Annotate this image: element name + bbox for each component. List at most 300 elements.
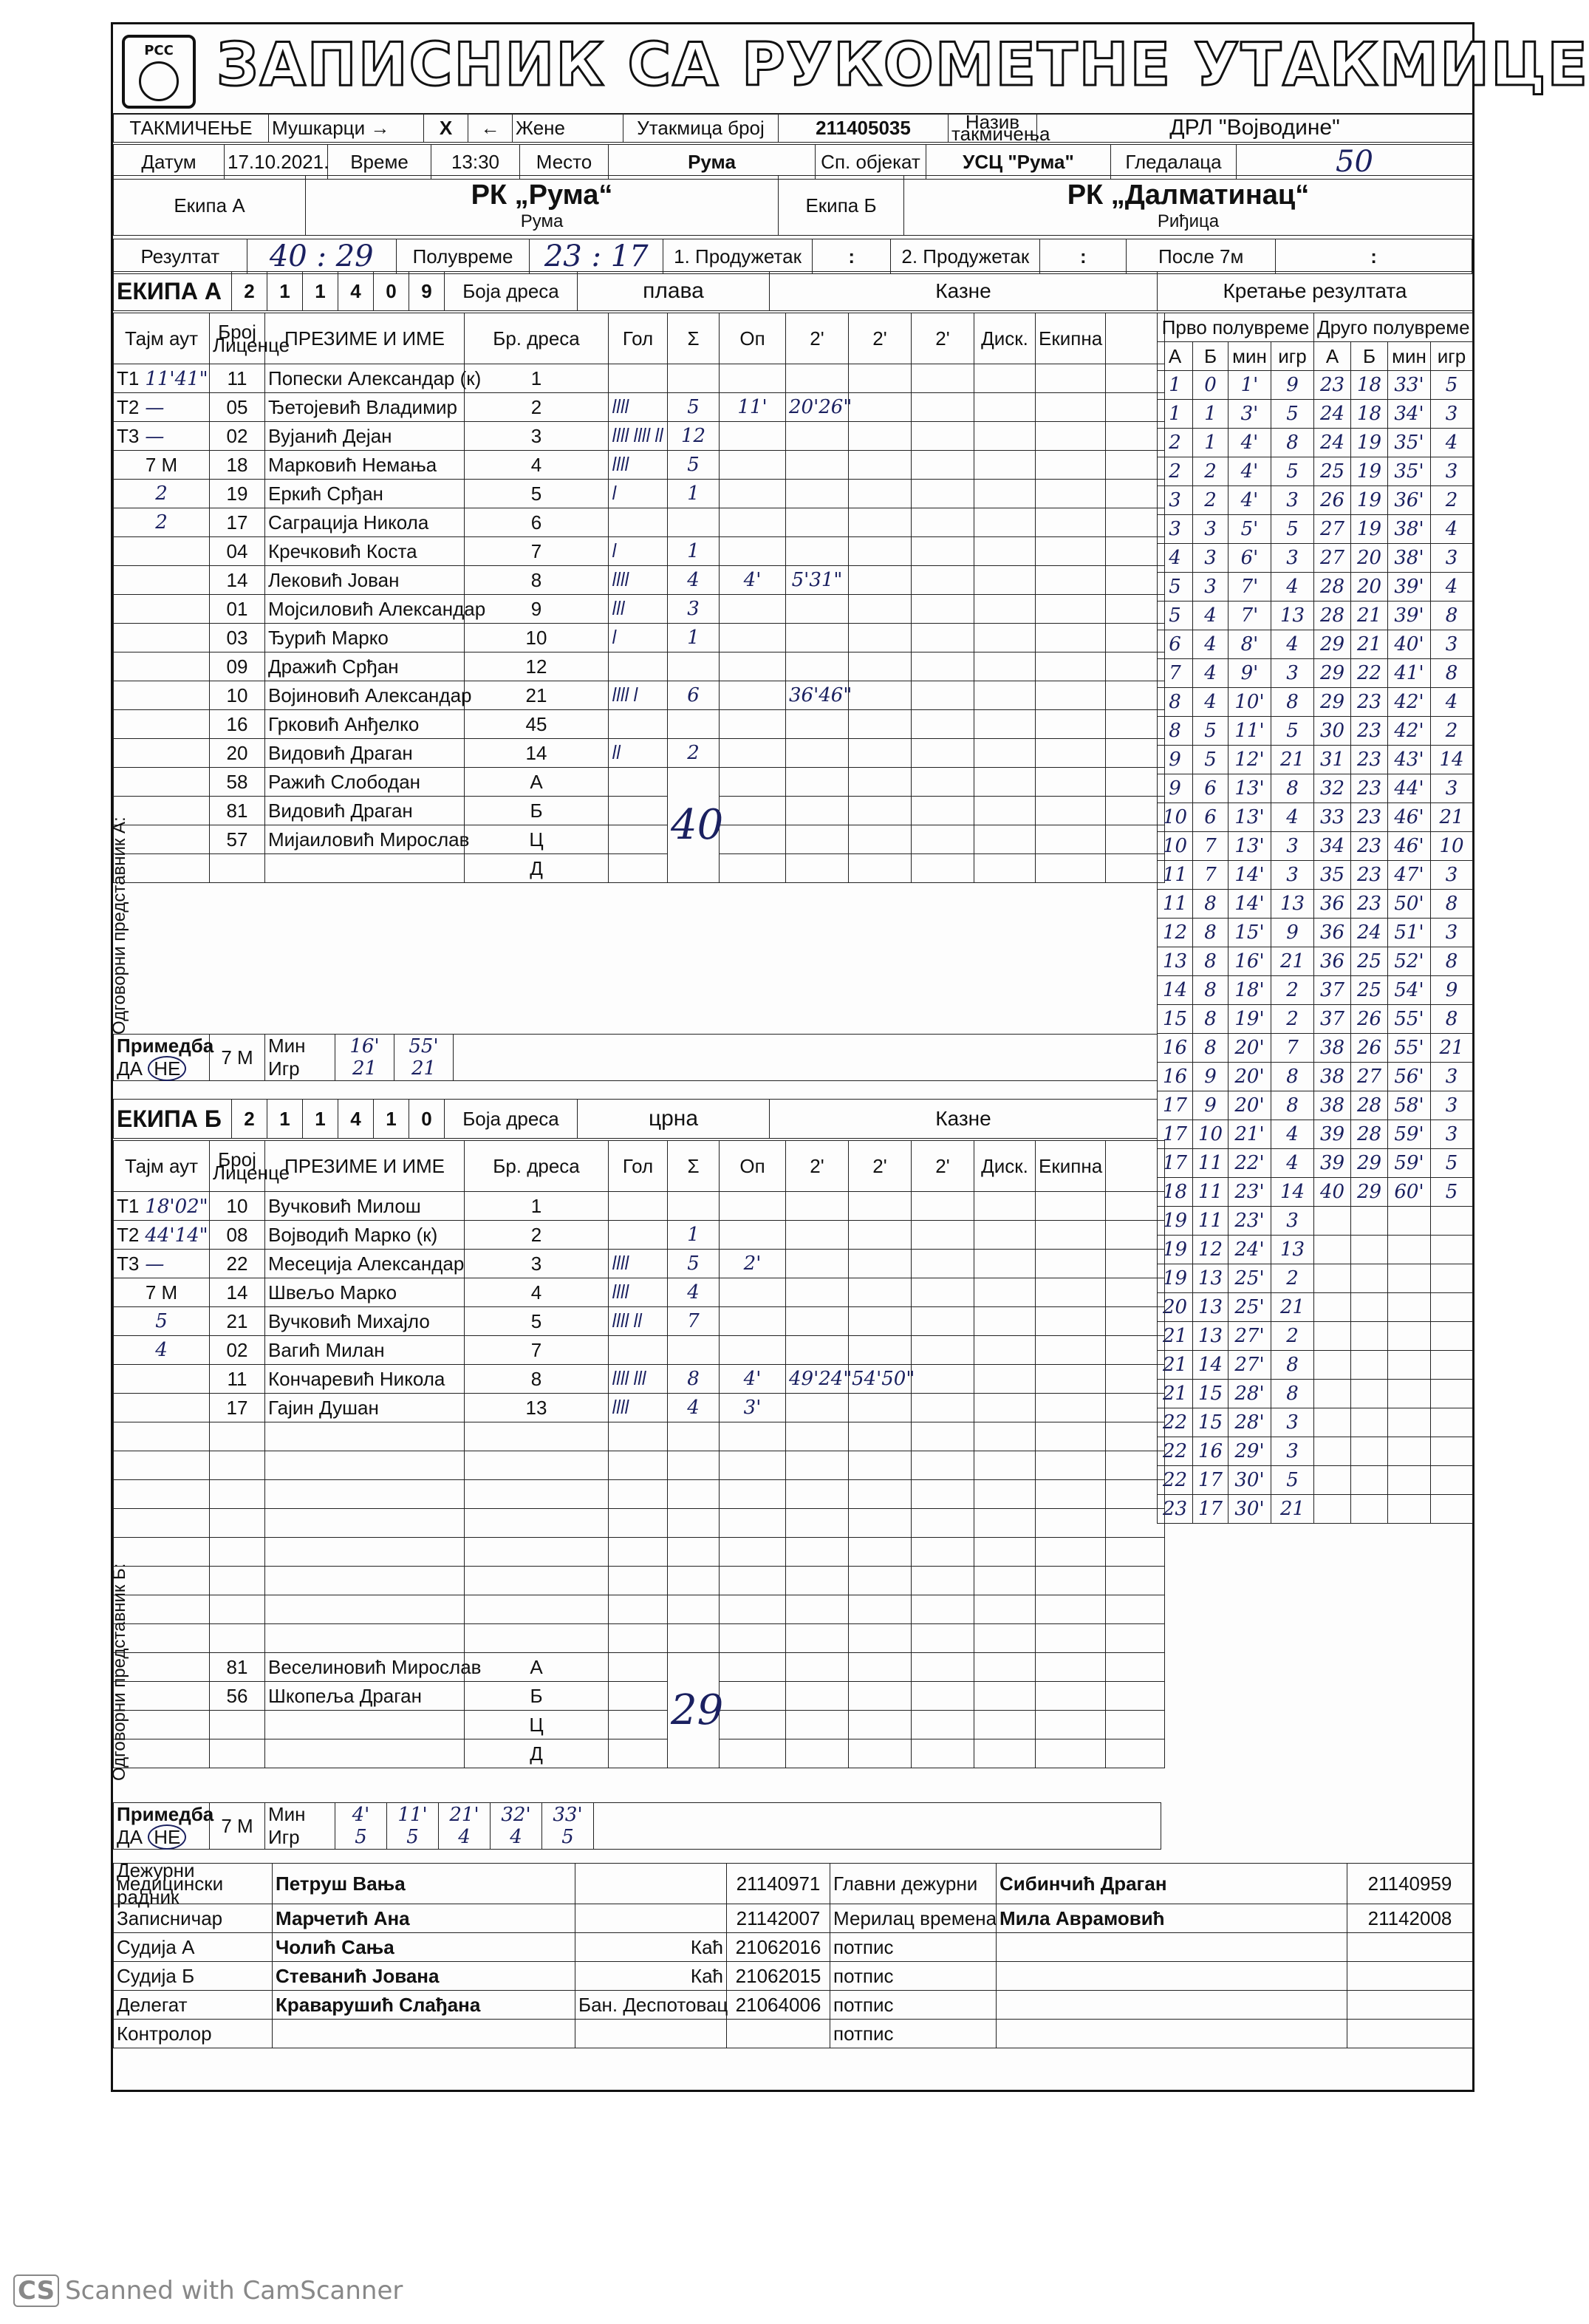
player-suspension (912, 451, 974, 480)
player-warning (720, 537, 786, 566)
player-name (265, 1451, 465, 1480)
seven-m-labels (265, 1803, 335, 1850)
player-goal-tally: ǀ (609, 480, 668, 508)
seven-m-entry (335, 1803, 387, 1850)
official-name (265, 1739, 465, 1768)
progress-cell: 18 (1158, 1178, 1193, 1207)
official-cell (912, 1682, 974, 1711)
footer-license2 (1347, 1933, 1473, 1962)
progress-cell: 3 (1271, 1207, 1314, 1236)
note-no: НЕ (148, 1056, 186, 1081)
half-b: 17 (610, 239, 649, 273)
progress-cell: 17 (1193, 1495, 1229, 1524)
player-team-penalty (1036, 1480, 1106, 1509)
player-name: Месеција Александар (265, 1250, 465, 1278)
player-suspension: 20'26" (786, 393, 849, 422)
player-suspension (786, 508, 849, 537)
player-license: 02 (210, 1336, 265, 1365)
progress-cell: 21 (1351, 630, 1388, 659)
seven-m-cell: 7 М (114, 1278, 210, 1307)
player-disq (974, 595, 1036, 624)
progress-cell: 8 (1158, 688, 1193, 717)
official-role: Д (465, 854, 609, 883)
progress-cell: 22 (1351, 659, 1388, 688)
player-goal-sum (668, 1567, 720, 1595)
progress-cell: 36 (1314, 890, 1351, 919)
seven-m-entry (491, 1803, 542, 1850)
player-license: 22 (210, 1250, 265, 1278)
player-warning: 4' (720, 1365, 786, 1394)
progress-cell: 33 (1314, 803, 1351, 832)
team-b-name: РК „Далматинац“ (1067, 179, 1310, 211)
progress-cell: 4 (1193, 659, 1229, 688)
timeout-empty (114, 624, 210, 652)
progress-cell (1431, 1264, 1473, 1293)
player-suspension (849, 681, 912, 710)
player-suspension (786, 1538, 849, 1567)
footer-role2: потпис (830, 1962, 997, 1991)
player-suspension (849, 1624, 912, 1653)
official-name: Видовић Драган (265, 797, 465, 825)
player-disq (974, 1451, 1036, 1480)
player-jersey-no: 21 (465, 681, 609, 710)
progress-cell (1388, 1322, 1431, 1351)
player-suspension (912, 681, 974, 710)
spacer-cell (1106, 566, 1165, 595)
progress-cell: 10 (1158, 832, 1193, 861)
player-suspension (786, 1480, 849, 1509)
official-row (114, 1682, 1165, 1711)
player-jersey-no: 14 (465, 739, 609, 768)
progress-cell: 11 (1193, 1149, 1229, 1178)
progress-cell: 4 (1431, 515, 1473, 544)
progress-cell (1314, 1236, 1351, 1264)
official-cell (1106, 1739, 1165, 1768)
progress-row (1158, 947, 1473, 976)
player-suspension (786, 1192, 849, 1221)
progress-cell: 2 (1193, 457, 1229, 486)
progress-cell: 8 (1193, 947, 1229, 976)
player-goal-tally: ǀ (609, 624, 668, 652)
player-name (265, 1595, 465, 1624)
progress-row (1158, 717, 1473, 746)
progress-cell: 59' (1388, 1149, 1431, 1178)
footer-name: Марчетић Ана (273, 1904, 575, 1933)
progress-cell: 13 (1271, 602, 1314, 630)
progress-cell (1314, 1264, 1351, 1293)
scanner-text: Scanned with CamScanner (65, 2276, 403, 2306)
place-value: Рума (609, 145, 816, 180)
player-disq (974, 1480, 1036, 1509)
federation-logo (122, 35, 196, 109)
team-a-code-digit: 0 (374, 272, 409, 311)
jersey-no-header: Бр. дреса (465, 313, 609, 364)
footer-license: 21142007 (727, 1904, 830, 1933)
progress-cell: 25' (1229, 1293, 1271, 1322)
team-a-header (113, 271, 1473, 311)
player-team-penalty (1036, 1394, 1106, 1422)
player-goal-sum (668, 710, 720, 739)
team-b-section-label: ЕКИПА Б (114, 1100, 232, 1139)
player-team-penalty (1036, 1192, 1106, 1221)
progress-row (1158, 1120, 1473, 1149)
team-b-players-table (113, 1140, 1165, 1768)
match-no-label: Утакмица број (623, 114, 779, 143)
player-team-penalty (1036, 595, 1106, 624)
player-license: 16 (210, 710, 265, 739)
timeout-value: — (145, 396, 165, 419)
player-suspension: 54'50" (849, 1365, 912, 1394)
player-jersey-no: 4 (465, 1278, 609, 1307)
footer-name2: Мила Аврамовић (997, 1904, 1347, 1933)
progress-cell: 3 (1431, 774, 1473, 803)
player-goal-sum: 6 (668, 681, 720, 710)
progress-cell: 13' (1229, 832, 1271, 861)
progress-cell: 36' (1388, 486, 1431, 515)
seven-m-min: 11' (397, 1804, 428, 1826)
progress-cell (1351, 1351, 1388, 1380)
player-jersey-no: 12 (465, 652, 609, 681)
player-goal-tally: ǀǀǀǀ ǀǀǀǀ ǀǀ (609, 422, 668, 451)
progress-cell: 19 (1351, 457, 1388, 486)
progress-cell: 7' (1229, 602, 1271, 630)
player-suspension (786, 422, 849, 451)
time-value: 13:30 (431, 145, 520, 180)
handball-icon (139, 61, 179, 101)
team-a-code-digit: 2 (232, 272, 267, 311)
igr-label: Игр (268, 1826, 300, 1848)
player-suspension (912, 1624, 974, 1653)
crossed-box (609, 1653, 668, 1682)
player-disq (974, 1278, 1036, 1307)
player-jersey-no: 5 (465, 480, 609, 508)
match-info-table (113, 113, 1473, 143)
player-goal-tally (609, 1624, 668, 1653)
progress-cell: 5 (1271, 457, 1314, 486)
official-cell (912, 768, 974, 797)
ot1-colon: : (813, 239, 891, 274)
progress-cell (1388, 1207, 1431, 1236)
progress-cell: 20' (1229, 1091, 1271, 1120)
player-suspension (849, 1509, 912, 1538)
team-a-cell (306, 176, 779, 236)
player-name (265, 1567, 465, 1595)
progress-cell: 29 (1314, 659, 1351, 688)
player-name: Кончаревић Никола (265, 1365, 465, 1394)
player-warning (720, 739, 786, 768)
player-goal-tally: ǀǀǀǀ ǀǀǀ (609, 1365, 668, 1394)
player-warning (720, 1278, 786, 1307)
footer-role: Дежурни медицински радник (114, 1864, 273, 1904)
final-score (247, 239, 396, 274)
player-jersey-no (465, 1451, 609, 1480)
player-row (114, 537, 1165, 566)
progress-cell: 8' (1229, 630, 1271, 659)
player-goal-sum: 8 (668, 1365, 720, 1394)
ot1-label: 1. Продужетак (663, 239, 813, 274)
progress-cell: 23' (1229, 1178, 1271, 1207)
progress-row (1158, 976, 1473, 1005)
player-suspension (786, 595, 849, 624)
player-suspension (849, 1567, 912, 1595)
player-suspension (912, 1336, 974, 1365)
player-suspension (849, 595, 912, 624)
player-disq (974, 1624, 1036, 1653)
timeout-value: 44'14" (145, 1224, 208, 1247)
official-cell (1036, 1711, 1106, 1739)
player-license (210, 1451, 265, 1480)
progress-cell: 18' (1229, 976, 1271, 1005)
progress-cell: 3 (1271, 1437, 1314, 1466)
progress-row (1158, 1178, 1473, 1207)
footer-name: Стеванић Јована (273, 1962, 575, 1991)
progress-cell: 46' (1388, 803, 1431, 832)
progress-row (1158, 1293, 1473, 1322)
license-header: Број Лиценце (210, 313, 265, 364)
progress-row (1158, 1091, 1473, 1120)
footer-city (575, 1864, 727, 1904)
progress-row (1158, 544, 1473, 573)
player-row (114, 1567, 1165, 1595)
player-disq (974, 710, 1036, 739)
match-number: 211405035 (779, 114, 949, 143)
progress-row (1158, 400, 1473, 429)
player-disq (974, 393, 1036, 422)
progress-cell: 13' (1229, 774, 1271, 803)
player-suspension (849, 1307, 912, 1336)
progress-cell: 16' (1229, 947, 1271, 976)
player-goal-tally (609, 1451, 668, 1480)
progress-row (1158, 919, 1473, 947)
player-suspension (912, 508, 974, 537)
spacer-cell (1106, 710, 1165, 739)
official-cell (912, 1653, 974, 1682)
progress-cell: 11 (1158, 861, 1193, 890)
score-sheet (111, 22, 1589, 2092)
progress-cell: 19 (1351, 486, 1388, 515)
progress-cell: 3 (1431, 1091, 1473, 1120)
player-team-penalty (1036, 1567, 1106, 1595)
official-cell (1036, 854, 1106, 883)
progress-cell: 11 (1193, 1207, 1229, 1236)
date-label: Датум (114, 145, 225, 180)
player-jersey-no: 6 (465, 508, 609, 537)
progress-cell: 10 (1193, 1120, 1229, 1149)
min-label: Мин (268, 1803, 306, 1825)
official-row (114, 854, 1165, 883)
footer-row (114, 1864, 1473, 1904)
timeout-label: Т2 (117, 1223, 140, 1246)
player-license (210, 1595, 265, 1624)
progress-cell: 27 (1351, 1063, 1388, 1091)
score-colon: : (316, 239, 327, 273)
progress-cell: 6 (1193, 774, 1229, 803)
progress-row (1158, 861, 1473, 890)
first-half-header: Прво полувреме (1158, 313, 1314, 342)
progress-cell: 5 (1158, 573, 1193, 602)
player-goal-sum: 7 (668, 1307, 720, 1336)
crossed-box (609, 1739, 668, 1768)
player-team-penalty (1036, 1278, 1106, 1307)
name-header: ПРЕЗИМЕ И ИМЕ (265, 313, 465, 364)
player-goal-sum: 5 (668, 1250, 720, 1278)
player-warning (720, 1307, 786, 1336)
jersey-color-label: Боја дреса (445, 1100, 578, 1139)
progress-cell: 13 (1193, 1264, 1229, 1293)
player-license: 09 (210, 652, 265, 681)
progress-cell: 3 (1193, 544, 1229, 573)
player-suspension (912, 1278, 974, 1307)
progress-row (1158, 1236, 1473, 1264)
player-team-penalty (1036, 393, 1106, 422)
penalties-label: Казне (770, 272, 1158, 311)
player-goal-sum (668, 1595, 720, 1624)
team-b-code-digit: 1 (374, 1100, 409, 1139)
official-cell (849, 1711, 912, 1739)
progress-cell (1431, 1351, 1473, 1380)
progress-cell: 24' (1229, 1236, 1271, 1264)
team-b-code-digit: 2 (232, 1100, 267, 1139)
team-a-code-digit: 1 (303, 272, 338, 311)
player-suspension (849, 710, 912, 739)
result-b: 29 (335, 239, 374, 273)
player-suspension (849, 422, 912, 451)
official-row (114, 768, 1165, 797)
result-a: 40 (269, 239, 307, 273)
spacer-cell (1106, 1365, 1165, 1394)
player-name: Вучковић Милош (265, 1192, 465, 1221)
progress-cell: 46' (1388, 832, 1431, 861)
progress-cell: 3 (1431, 544, 1473, 573)
progress-row (1158, 1437, 1473, 1466)
player-goal-tally (609, 1567, 668, 1595)
player-row (114, 1192, 1165, 1221)
player-suspension (849, 1538, 912, 1567)
player-jersey-no (465, 1624, 609, 1653)
footer-row (114, 1991, 1473, 2020)
progress-cell: 14 (1271, 1178, 1314, 1207)
progress-cell: 42' (1388, 688, 1431, 717)
player-jersey-no: 4 (465, 451, 609, 480)
two-min-header: 2' (849, 1141, 912, 1192)
official-row (114, 1653, 1165, 1682)
progress-cell: 29' (1229, 1437, 1271, 1466)
official-cell (786, 854, 849, 883)
progress-cell: 38 (1314, 1034, 1351, 1063)
official-cell (720, 797, 786, 825)
date-value: 17.10.2021. (225, 145, 328, 180)
progress-cell (1314, 1408, 1351, 1437)
timeout-value: — (145, 425, 165, 448)
timeout-cell (114, 1192, 210, 1221)
two-min-header: 2' (912, 313, 974, 364)
official-cell (1106, 797, 1165, 825)
progress-cell: 4' (1229, 486, 1271, 515)
progress-cell: 41' (1388, 659, 1431, 688)
team-b-jersey-color: црна (578, 1100, 770, 1139)
player-suspension (849, 1250, 912, 1278)
player-team-penalty (1036, 1509, 1106, 1538)
progress-cell: 8 (1271, 688, 1314, 717)
progress-cell: 22 (1158, 1437, 1193, 1466)
player-suspension (786, 652, 849, 681)
timeout-cell (114, 1250, 210, 1278)
player-team-penalty (1036, 451, 1106, 480)
team-goal-total: 40 (668, 768, 720, 883)
timeout-header: Тајм аут (114, 1141, 210, 1192)
player-suspension (912, 1567, 974, 1595)
progress-cell: 32 (1314, 774, 1351, 803)
official-cell (849, 797, 912, 825)
progress-cell: 3 (1431, 919, 1473, 947)
player-name: Кречковић Коста (265, 537, 465, 566)
progress-cell: 25 (1351, 947, 1388, 976)
player-name: Видовић Драган (265, 739, 465, 768)
progress-row (1158, 1322, 1473, 1351)
player-disq (974, 364, 1036, 393)
player-goal-sum: 12 (668, 422, 720, 451)
disq-header: Диск. (974, 313, 1036, 364)
timeout-header: Тајм аут (114, 313, 210, 364)
progress-cell: 6 (1193, 803, 1229, 832)
arrow-right-icon: → (370, 116, 390, 139)
player-team-penalty (1036, 1336, 1106, 1365)
progress-cell: 1 (1158, 400, 1193, 429)
place-label: Место (520, 145, 609, 180)
spacer-cell (1106, 1509, 1165, 1538)
team-b-rep-label: Одговорни представник Б: (109, 1563, 129, 1781)
player-name (265, 1624, 465, 1653)
officials-footer-table (113, 1859, 1473, 2048)
progress-cell: 30' (1229, 1495, 1271, 1524)
progress-cell: 4 (1431, 429, 1473, 457)
player-suspension (849, 451, 912, 480)
player-suspension (912, 393, 974, 422)
progress-row (1158, 1351, 1473, 1380)
player-row (114, 1509, 1165, 1538)
player-warning (720, 1624, 786, 1653)
spacer-cell (1106, 1141, 1165, 1192)
progress-cell: 19' (1229, 1005, 1271, 1034)
progress-cell (1388, 1236, 1431, 1264)
player-suspension (849, 364, 912, 393)
spacer-cell (1106, 1538, 1165, 1567)
progress-cell: 15 (1193, 1408, 1229, 1437)
player-suspension (786, 710, 849, 739)
official-cell (720, 1653, 786, 1682)
progress-cell: 3 (1431, 457, 1473, 486)
timeout-label: Т3 (117, 1252, 140, 1275)
scanner-badge: CS (13, 2274, 59, 2307)
footer-license2: 21142008 (1347, 1904, 1473, 1933)
official-role: Б (465, 1682, 609, 1711)
progress-cell (1314, 1293, 1351, 1322)
progress-cell: 59' (1388, 1120, 1431, 1149)
progress-cell: 26 (1314, 486, 1351, 515)
player-suspension (912, 1595, 974, 1624)
player-suspension (786, 739, 849, 768)
half-score (530, 239, 663, 274)
team-a-rep-label: Одговорни представник А: (109, 817, 129, 1035)
player-suspension (912, 1538, 974, 1567)
player-warning (720, 480, 786, 508)
progress-cell (1351, 1380, 1388, 1408)
player-suspension (912, 1307, 974, 1336)
progress-cell: 4 (1271, 573, 1314, 602)
player-disq (974, 422, 1036, 451)
team-b-header (113, 1099, 1158, 1139)
player-license (210, 1567, 265, 1595)
